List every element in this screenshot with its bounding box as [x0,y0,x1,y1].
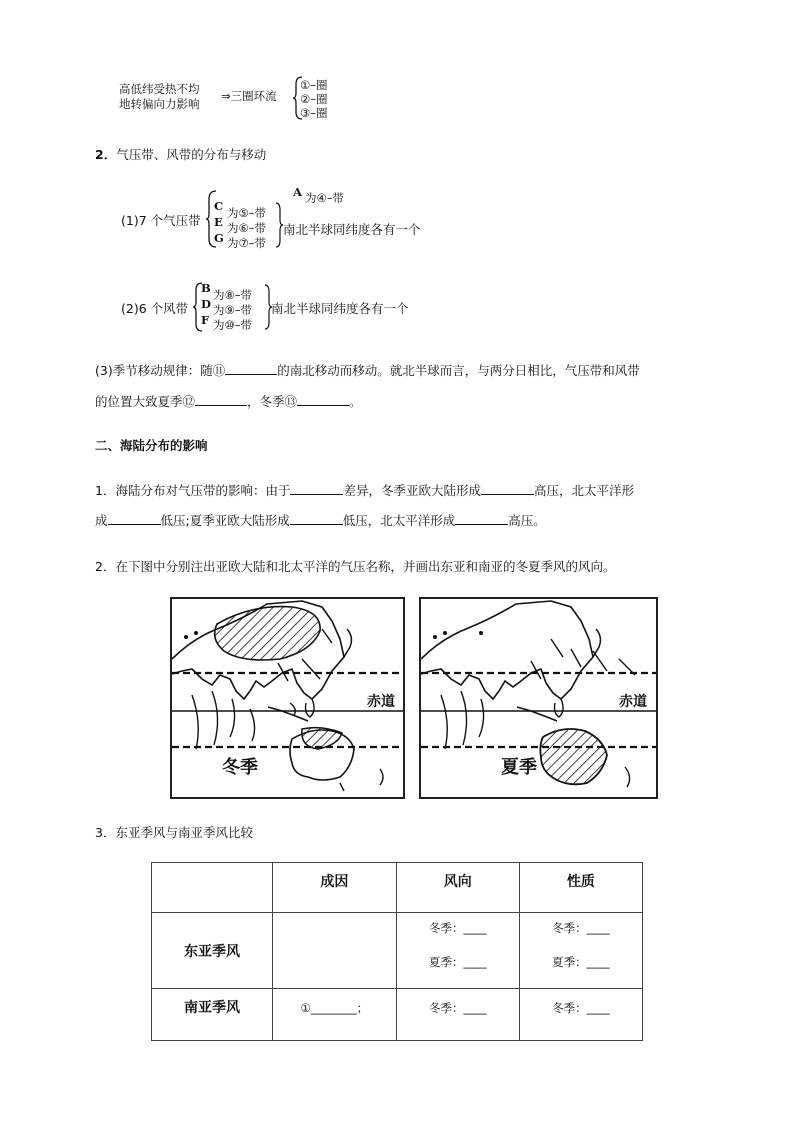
circulation-line2: 地转偏向力影响 [119,97,200,111]
australia-high-hatch [540,729,607,784]
q1-blank-3[interactable] [108,512,161,525]
table-row [152,913,643,989]
seasonal-blank-12[interactable] [195,393,247,406]
circulation-item-2: ②–圈 [300,92,328,106]
monsoon-comparison-table [151,862,643,1041]
table-header-empty [152,863,273,913]
seasonal-blank-11[interactable] [225,362,277,375]
cell-cause-east-asia[interactable] [273,913,397,989]
summer-map[interactable] [419,597,658,799]
pressure-note: 南北半球同纬度各有一个 [283,222,421,237]
table-header-nature: 性质 [519,863,642,913]
wind-item-10: 为⑩–带 [213,318,253,332]
pressure-a-text: 为④–带 [305,191,345,205]
q1-blank-2[interactable] [481,482,534,495]
pressure-item-6: 为⑥–带 [227,221,267,235]
cell-nature-east-asia[interactable]: 冬季：____ 夏季：____ [519,913,642,989]
cell-direction-east-asia[interactable]: 冬季：____ 夏季：____ [396,913,519,989]
pressure-letter-c: C [214,199,224,213]
wind-note: 南北半球同纬度各有一个 [271,301,409,316]
q1-blank-4[interactable] [290,512,343,525]
wind-item-9: 为⑨–带 [213,303,253,317]
winter-label: 冬季 [222,757,258,778]
circulation-line1: 高低纬受热不均 [119,82,200,96]
cell-nature-south-asia[interactable]: 冬季：____ [519,989,642,1041]
winter-map[interactable] [170,597,405,799]
pressure-a-letter: A [293,185,302,199]
seasonal-line1: (3)季节移动规律：随⑪ 的南北移动而移动。就北半球而言，与两分日相比，气压带和风带 [95,363,640,378]
row-name-south-asia: 南亚季风 [152,989,273,1041]
q1-blank-5[interactable] [455,512,508,525]
wind-label: (2)6 个风带 [121,301,189,316]
wind-letter-b: B [201,281,211,295]
table-header-direction: 风向 [396,863,519,913]
table-row [152,989,643,1041]
q1-line1: 1．海陆分布对气压带的影响：由于 差异，冬季亚欧大陆形成 高压，北太平洋形 [95,483,634,498]
siberian-high-hatch [215,607,320,660]
pressure-item-7: 为⑦–带 [227,236,267,250]
seasonal-blank-13[interactable] [297,393,349,406]
table-header-cause: 成因 [273,863,397,913]
wind-letter-f: F [201,313,210,327]
summer-label: 夏季 [501,757,537,778]
section-two-title: 二、海陆分布的影响 [95,438,208,453]
table-header-row [152,863,643,913]
circulation-result: ⇒三圈环流 [221,89,277,103]
circulation-item-1: ①–圈 [300,78,328,92]
pressure-right-brace [275,202,283,248]
pressure-item-5: 为⑤–带 [227,206,267,220]
pressure-label: (1)7 个气压带 [121,213,201,228]
winter-equator-label: 赤道 [367,694,395,710]
pressure-letter-g: G [214,231,224,245]
wind-item-8: 为⑧–带 [213,288,253,302]
q2-text: 2．在下图中分别注出亚欧大陆和北太平洋的气压名称，并画出东亚和南亚的冬夏季风的风向。 [95,559,616,574]
cell-direction-south-asia[interactable]: 冬季：____ [396,989,519,1041]
australia-low-hatch [302,728,342,749]
seasonal-line2: 的位置大致夏季⑫ ，冬季⑬ 。 [95,394,362,409]
q1-line2: 成 低压;夏季亚欧大陆形成 低压，北太平洋形成 高压。 [95,513,546,528]
pressure-letter-e: E [214,215,223,229]
wind-letter-d: D [201,297,211,311]
q1-blank-1[interactable] [290,482,343,495]
summer-equator-label: 赤道 [619,694,647,710]
q3-title: 3．东亚季风与南亚季风比较 [95,825,253,840]
section2-heading: 2．气压带、风带的分布与移动 [95,147,267,162]
cell-cause-south-asia[interactable]: ①________； [273,989,397,1041]
row-name-east-asia: 东亚季风 [152,913,273,989]
circulation-item-3: ③–圈 [300,106,328,120]
